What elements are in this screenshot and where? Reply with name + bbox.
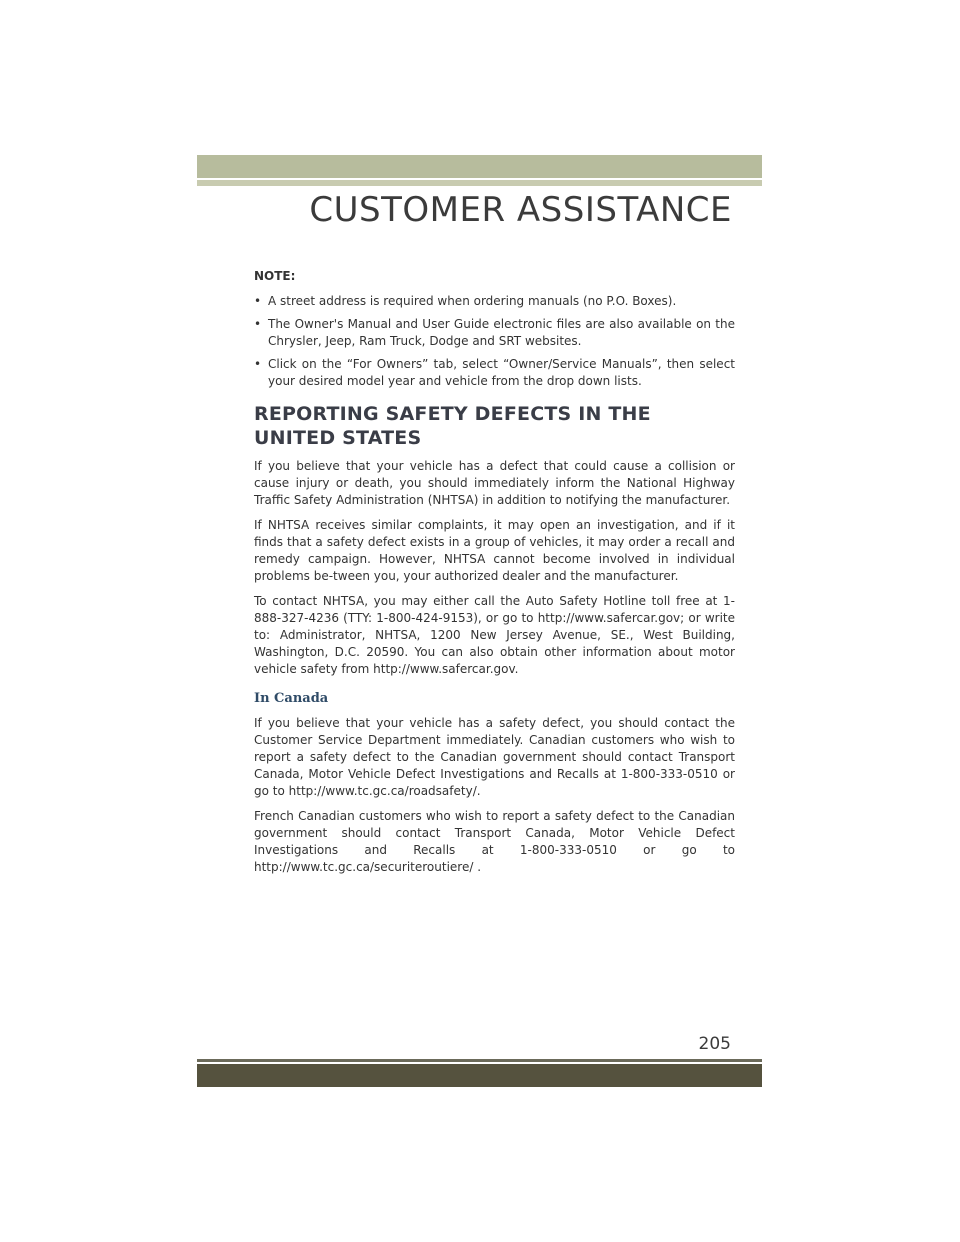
page-number: 205 xyxy=(698,1034,731,1054)
note-item-text: Click on the “For Owners” tab, select “Owner/Service Manuals”, then select your desired model year and vehicle from the drop down lists. xyxy=(268,357,735,388)
note-label: NOTE: xyxy=(254,269,296,283)
header-bar-stripe xyxy=(197,180,762,186)
section-header: CUSTOMER ASSISTANCE xyxy=(309,190,732,230)
note-item-text: The Owner's Manual and User Guide electronic files are also available on the Chrysler, Jeep, Ram Truck, Dodge and SRT websites. xyxy=(268,317,735,348)
paragraph: If you believe that your vehicle has a defect that could cause a collision or cause injury or death, you should immediately inform the National Highway Traffic Safety Administration (NHTSA) in addition to notifying the manufacturer. xyxy=(254,459,735,507)
note-item xyxy=(254,293,735,310)
section-title-reporting: REPORTING SAFETY DEFECTS IN THE UNITED STATES xyxy=(254,403,651,449)
note-item-text: A street address is required when ordering manuals (no P.O. Boxes). xyxy=(268,294,677,308)
note-item xyxy=(254,356,735,390)
bullet-icon: • xyxy=(254,294,262,308)
paragraph: To contact NHTSA, you may either call the Auto Safety Hotline toll free at 1-888-327-4236 (TTY: 1-800-424-9153), or go to http://www.safercar.gov; or write to: Administrator, NHTSA, 1200 New Jersey Avenue, SE., West Building, Washington, D.C. 20590. You can also obtain other information about motor vehicle safety from http://www.safercar.gov. xyxy=(254,594,735,676)
paragraph: If NHTSA receives similar complaints, it may open an investigation, and if it finds that a safety defect exists in a group of vehicles, it may order a recall and remedy campaign. However, NHTSA cannot become involved in individual problems be-tween you, your authorized dealer and the manufacturer. xyxy=(254,518,735,583)
paragraph: If you believe that your vehicle has a safety defect, you should contact the Customer Service Department immediately. Canadian customers who wish to report a safety defect to the Canadian government should contact Transport Canada, Motor Vehicle Defect Investigations and Recalls at 1-800-333-0510 or go to http://www.tc.gc.ca/roadsafety/. xyxy=(254,716,735,798)
subsection-title-canada: In Canada xyxy=(254,691,329,706)
footer-rule xyxy=(197,1059,762,1062)
header-bar xyxy=(197,155,762,178)
bullet-icon: • xyxy=(254,317,262,331)
note-list xyxy=(254,293,735,390)
footer-bar xyxy=(197,1064,762,1087)
bullet-icon: • xyxy=(254,357,262,371)
page-content xyxy=(254,268,735,884)
paragraph: French Canadian customers who wish to report a safety defect to the Canadian government should contact Transport Canada, Motor Vehicle Defect Investigations and Recalls at 1-800-333-0510 or go to http://www.tc.gc.ca/securiteroutiere/ . xyxy=(254,809,735,874)
note-item xyxy=(254,316,735,350)
